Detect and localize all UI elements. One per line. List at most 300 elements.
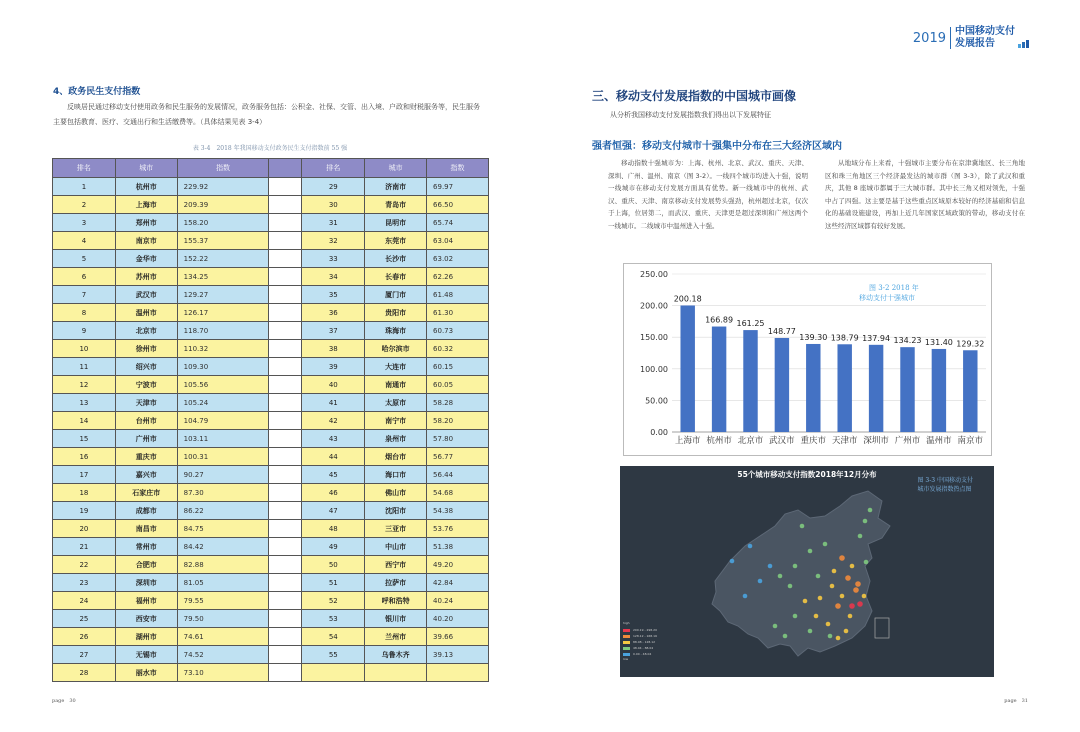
- city-dot: [800, 524, 805, 529]
- gap-cell: [269, 430, 302, 448]
- legend-high: high: [623, 621, 630, 625]
- city-dot: [743, 594, 748, 599]
- rank-cell: 34: [302, 268, 365, 286]
- bar: [743, 330, 757, 432]
- rank-cell: 46: [302, 484, 365, 502]
- rank-cell: 11: [53, 358, 116, 376]
- gap-cell: [269, 664, 302, 682]
- x-tick-label: 重庆市: [800, 436, 827, 446]
- gap-cell: [269, 286, 302, 304]
- header-city-2: 城市: [365, 159, 427, 178]
- index-cell: 49.20: [427, 556, 489, 574]
- table-row: [53, 178, 489, 196]
- brand-divider: [950, 27, 951, 49]
- gap-cell: [269, 178, 302, 196]
- table-row: [53, 538, 489, 556]
- intro-paragraph: 反映居民通过移动支付使用政务和民生服务的发展情况，政务服务包括：公积金、社保、交管、出入境、户政和财税服务等，民生服务主要包括教育、医疗、交通出行和生活缴费等。（具体结果见表 3-4）: [53, 103, 480, 126]
- city-cell: 厦门市: [365, 286, 427, 304]
- bar: [712, 327, 726, 432]
- index-cell: 129.27: [177, 286, 269, 304]
- rank-cell: 15: [53, 430, 116, 448]
- city-cell: 大连市: [365, 358, 427, 376]
- y-tick-label: 200.00: [640, 301, 668, 311]
- city-dot: [858, 534, 863, 539]
- rank-cell: 19: [53, 502, 116, 520]
- index-cell: 79.50: [177, 610, 269, 628]
- city-cell: 珠海市: [365, 322, 427, 340]
- city-cell: 泉州市: [365, 430, 427, 448]
- index-cell: 84.42: [177, 538, 269, 556]
- gap-cell: [269, 412, 302, 430]
- index-cell: 74.52: [177, 646, 269, 664]
- city-dot: [730, 559, 735, 564]
- index-cell: 58.28: [427, 394, 489, 412]
- rank-cell: 13: [53, 394, 116, 412]
- city-dot: [803, 599, 808, 604]
- rank-cell: 45: [302, 466, 365, 484]
- rank-cell: 49: [302, 538, 365, 556]
- body-column-2: 从地域分布上来看，十强城市主要分布在京津冀地区、长三角地区和珠三角地区三个经济最发达的城市群（图 3-3），除了武汉和重庆，其他 8 座城市都属于三大城市群。其中长三角又相对领先，十强中占了四强。这主要是基于这些重点区域原本较好的经济基础和信息化的基础设施建设，再加上近几年国家区域政策的带动，移动支付在这些经济区域都有较好发展。: [825, 159, 1025, 230]
- page-number-right: page 31: [1004, 698, 1028, 704]
- city-cell: 三亚市: [365, 520, 427, 538]
- index-cell: 103.11: [177, 430, 269, 448]
- city-cell: [365, 664, 427, 682]
- city-cell: 呼和浩特: [365, 592, 427, 610]
- gap-cell: [269, 448, 302, 466]
- city-cell: 南昌市: [115, 520, 177, 538]
- header-index-2: 指数: [427, 159, 489, 178]
- index-cell: 84.75: [177, 520, 269, 538]
- rank-cell: 39: [302, 358, 365, 376]
- city-dot: [863, 519, 868, 524]
- city-dot: [808, 549, 813, 554]
- rank-cell: 5: [53, 250, 116, 268]
- x-tick-label: 广州市: [894, 436, 921, 446]
- index-cell: 57.80: [427, 430, 489, 448]
- gap-cell: [269, 484, 302, 502]
- table-row: [53, 286, 489, 304]
- index-cell: 58.20: [427, 412, 489, 430]
- table-header-row: [53, 159, 489, 178]
- rank-cell: 55: [302, 646, 365, 664]
- rank-cell: 21: [53, 538, 116, 556]
- city-cell: 银川市: [365, 610, 427, 628]
- city-dot: [768, 564, 773, 569]
- legend-swatch: [623, 635, 630, 638]
- x-tick-label: 天津市: [831, 436, 858, 446]
- brand-title: [955, 26, 1015, 50]
- city-dot: [835, 603, 841, 609]
- city-cell: 湖州市: [115, 628, 177, 646]
- gap-cell: [269, 466, 302, 484]
- y-tick-label: 100.00: [640, 364, 668, 374]
- legend-swatch: [623, 647, 630, 650]
- city-dot: [853, 587, 859, 593]
- table-row: [53, 340, 489, 358]
- data-label: 138.79: [830, 333, 859, 343]
- y-tick-label: 0.00: [650, 428, 668, 437]
- data-label: 166.89: [705, 315, 734, 325]
- rank-cell: 3: [53, 214, 116, 232]
- city-dot: [868, 508, 873, 513]
- section-title: 4、政务民生支付指数: [53, 87, 141, 97]
- index-cell: 100.31: [177, 448, 269, 466]
- city-cell: 太原市: [365, 394, 427, 412]
- data-label: 129.32: [956, 339, 985, 349]
- x-tick-label: 上海市: [674, 436, 701, 446]
- legend-items: [623, 627, 657, 657]
- index-cell: 74.61: [177, 628, 269, 646]
- gap-cell: [269, 322, 302, 340]
- city-cell: 乌鲁木齐: [365, 646, 427, 664]
- data-label: 134.23: [893, 336, 922, 346]
- index-cell: 87.30: [177, 484, 269, 502]
- index-cell: 60.32: [427, 340, 489, 358]
- y-tick-label: 250.00: [640, 270, 668, 279]
- rank-cell: 36: [302, 304, 365, 322]
- index-cell: 54.38: [427, 502, 489, 520]
- city-dot: [848, 614, 853, 619]
- rank-cell: 41: [302, 394, 365, 412]
- gap-cell: [269, 304, 302, 322]
- city-dot: [828, 634, 833, 639]
- header-rank: 排名: [53, 159, 116, 178]
- bar: [932, 349, 946, 432]
- city-cell: 海口市: [365, 466, 427, 484]
- index-cell: 109.30: [177, 358, 269, 376]
- rank-cell: 22: [53, 556, 116, 574]
- rank-cell: 32: [302, 232, 365, 250]
- city-cell: 徐州市: [115, 340, 177, 358]
- city-cell: 西安市: [115, 610, 177, 628]
- bar: [837, 344, 851, 432]
- city-cell: 福州市: [115, 592, 177, 610]
- table-row: [53, 214, 489, 232]
- index-cell: 61.30: [427, 304, 489, 322]
- rank-cell: 27: [53, 646, 116, 664]
- city-dot: [862, 594, 867, 599]
- table-row: [53, 358, 489, 376]
- rank-cell: 52: [302, 592, 365, 610]
- city-cell: 烟台市: [365, 448, 427, 466]
- rank-cell: 7: [53, 286, 116, 304]
- index-cell: 104.79: [177, 412, 269, 430]
- rank-cell: 43: [302, 430, 365, 448]
- rank-cell: 48: [302, 520, 365, 538]
- index-cell: 152.22: [177, 250, 269, 268]
- index-cell: 155.37: [177, 232, 269, 250]
- legend-label: 128.12 - 168.16: [633, 634, 657, 638]
- city-dot: [830, 584, 835, 589]
- gap-cell: [269, 232, 302, 250]
- table-row: [53, 430, 489, 448]
- legend-label: 0.00 - 48.04: [633, 652, 652, 656]
- city-cell: 北京市: [115, 322, 177, 340]
- table-row: [53, 520, 489, 538]
- city-cell: 南京市: [115, 232, 177, 250]
- y-tick-label: 50.00: [645, 396, 668, 406]
- rank-cell: 50: [302, 556, 365, 574]
- rank-cell: 12: [53, 376, 116, 394]
- table-caption: 表 3-4 2018 年我国移动支付政务民生支付指数前 55 强: [192, 145, 348, 152]
- city-cell: 哈尔滨市: [365, 340, 427, 358]
- table-row: [53, 304, 489, 322]
- city-dot: [832, 569, 837, 574]
- rank-cell: 1: [53, 178, 116, 196]
- rank-cell: 35: [302, 286, 365, 304]
- table-row: [53, 646, 489, 664]
- rank-cell: 44: [302, 448, 365, 466]
- rank-cell: 33: [302, 250, 365, 268]
- table-row: [53, 250, 489, 268]
- chapter-subheading: 从分析我国移动支付发展指数我们得出以下发展特征: [610, 111, 771, 119]
- header-gap: [269, 159, 302, 178]
- rank-cell: 10: [53, 340, 116, 358]
- x-tick-label: 武汉市: [769, 436, 795, 446]
- bar: [963, 350, 977, 432]
- bar: [680, 305, 694, 432]
- city-dot: [839, 555, 845, 561]
- table-row: [53, 448, 489, 466]
- city-cell: 丽水市: [115, 664, 177, 682]
- city-dot: [778, 574, 783, 579]
- city-cell: 武汉市: [115, 286, 177, 304]
- map-caption-line2: 城市发展指数热点图: [917, 486, 972, 493]
- city-dot: [816, 574, 821, 579]
- gap-cell: [269, 610, 302, 628]
- bar: [869, 345, 883, 432]
- city-dot: [849, 603, 855, 609]
- city-cell: 合肥市: [115, 556, 177, 574]
- rank-cell: 53: [302, 610, 365, 628]
- rank-cell: 54: [302, 628, 365, 646]
- index-cell: 90.27: [177, 466, 269, 484]
- legend-low: low: [623, 657, 629, 661]
- rank-cell: 20: [53, 520, 116, 538]
- index-cell: 63.04: [427, 232, 489, 250]
- city-dot: [823, 542, 828, 547]
- bar-chart-svg: [624, 264, 993, 457]
- city-cell: 济南市: [365, 178, 427, 196]
- index-cell: 66.50: [427, 196, 489, 214]
- city-cell: 苏州市: [115, 268, 177, 286]
- city-dot: [748, 544, 753, 549]
- city-dot: [845, 575, 851, 581]
- gap-cell: [269, 628, 302, 646]
- city-cell: 台州市: [115, 412, 177, 430]
- rank-cell: 40: [302, 376, 365, 394]
- city-cell: 长春市: [365, 268, 427, 286]
- index-cell: 118.70: [177, 322, 269, 340]
- city-dot: [788, 584, 793, 589]
- legend-swatch: [623, 653, 630, 656]
- data-label: 137.94: [862, 333, 891, 343]
- data-label: 131.40: [924, 337, 953, 347]
- x-tick-label: 温州市: [926, 436, 952, 446]
- city-dot: [826, 622, 831, 627]
- rank-cell: 30: [302, 196, 365, 214]
- index-cell: 79.55: [177, 592, 269, 610]
- city-dot: [836, 636, 841, 641]
- index-cell: 53.76: [427, 520, 489, 538]
- rank-cell: 23: [53, 574, 116, 592]
- city-dot: [808, 629, 813, 634]
- city-cell: 宁波市: [115, 376, 177, 394]
- city-cell: 中山市: [365, 538, 427, 556]
- gap-cell: [269, 502, 302, 520]
- city-cell: 天津市: [115, 394, 177, 412]
- gap-cell: [269, 268, 302, 286]
- city-cell: 东莞市: [365, 232, 427, 250]
- city-cell: 金华市: [115, 250, 177, 268]
- gap-cell: [269, 358, 302, 376]
- index-cell: 209.39: [177, 196, 269, 214]
- city-cell: 沈阳市: [365, 502, 427, 520]
- table-row: [53, 322, 489, 340]
- brand-line2: 发展报告: [955, 38, 995, 49]
- legend-label: 48.04 - 88.04: [633, 646, 654, 650]
- gap-cell: [269, 394, 302, 412]
- city-dot: [864, 560, 869, 565]
- city-cell: 温州市: [115, 304, 177, 322]
- page-number-left: page 30: [52, 698, 76, 704]
- city-cell: 南宁市: [365, 412, 427, 430]
- gap-cell: [269, 520, 302, 538]
- chart-caption-line1: 图 3-2 2018 年: [869, 284, 919, 292]
- city-cell: 常州市: [115, 538, 177, 556]
- index-cell: 60.05: [427, 376, 489, 394]
- bar: [900, 347, 914, 432]
- city-cell: 石家庄市: [115, 484, 177, 502]
- city-dot: [783, 634, 788, 639]
- city-cell: 拉萨市: [365, 574, 427, 592]
- report-brand: [913, 26, 1030, 50]
- bar: [775, 338, 789, 432]
- rank-cell: 37: [302, 322, 365, 340]
- gap-cell: [269, 196, 302, 214]
- city-cell: 深圳市: [115, 574, 177, 592]
- rank-cell: 25: [53, 610, 116, 628]
- table-row: [53, 412, 489, 430]
- rank-cell: [302, 664, 365, 682]
- city-dot: [793, 614, 798, 619]
- index-cell: 39.66: [427, 628, 489, 646]
- map-legend: [623, 621, 657, 661]
- china-outline: [712, 491, 890, 656]
- rank-cell: 31: [302, 214, 365, 232]
- heatmap-map: [620, 466, 994, 677]
- index-cell: 40.24: [427, 592, 489, 610]
- index-cell: 229.92: [177, 178, 269, 196]
- city-cell: 杭州市: [115, 178, 177, 196]
- map-caption-line1: 图 3-3 中国移动支付: [917, 477, 973, 484]
- gap-cell: [269, 250, 302, 268]
- city-cell: 重庆市: [115, 448, 177, 466]
- rank-cell: 16: [53, 448, 116, 466]
- table-row: [53, 196, 489, 214]
- section-heading: 强者恒强：移动支付城市十强集中分布在三大经济区域内: [592, 141, 842, 152]
- x-tick-label: 南京市: [957, 436, 984, 446]
- index-cell: 62.26: [427, 268, 489, 286]
- city-cell: 佛山市: [365, 484, 427, 502]
- index-cell: 40.20: [427, 610, 489, 628]
- table-row: [53, 610, 489, 628]
- gap-cell: [269, 556, 302, 574]
- data-label: 161.25: [736, 319, 765, 329]
- table-row: [53, 628, 489, 646]
- city-dot: [818, 596, 823, 601]
- city-dot: [793, 564, 798, 569]
- city-cell: 长沙市: [365, 250, 427, 268]
- index-cell: 69.97: [427, 178, 489, 196]
- bar: [806, 344, 820, 432]
- data-label: 200.18: [673, 294, 702, 304]
- city-cell: 贵阳市: [365, 304, 427, 322]
- table-row: [53, 466, 489, 484]
- city-cell: 嘉兴市: [115, 466, 177, 484]
- city-cell: 上海市: [115, 196, 177, 214]
- index-cell: 110.32: [177, 340, 269, 358]
- index-cell: 51.38: [427, 538, 489, 556]
- gap-cell: [269, 538, 302, 556]
- city-dot: [840, 594, 845, 599]
- gap-cell: [269, 646, 302, 664]
- rank-cell: 6: [53, 268, 116, 286]
- brand-year: 2019: [912, 30, 946, 46]
- city-dot: [857, 601, 863, 607]
- table-row: [53, 592, 489, 610]
- city-cell: 兰州市: [365, 628, 427, 646]
- x-tick-label: 深圳市: [863, 436, 889, 446]
- china-map-graphic: [620, 466, 994, 677]
- table-row: [53, 268, 489, 286]
- right-page: [540, 0, 1080, 732]
- city-cell: 绍兴市: [115, 358, 177, 376]
- city-cell: 成都市: [115, 502, 177, 520]
- index-cell: 60.15: [427, 358, 489, 376]
- index-cell: 134.25: [177, 268, 269, 286]
- map-title: 55个城市移动支付指数2018年12月分布: [737, 470, 877, 479]
- table-row: [53, 502, 489, 520]
- rank-cell: 51: [302, 574, 365, 592]
- table-row: [53, 484, 489, 502]
- header-rank-2: 排名: [302, 159, 365, 178]
- index-cell: 39.13: [427, 646, 489, 664]
- body-column-1: 移动指数十强城市为：上海、杭州、北京、武汉、重庆、天津、深圳、广州、温州、南京（图 3-2）。一线四个城市均进入十强，说明一线城市在移动支付发展方面具有优势。新一线城市中的杭州、武汉、重庆、天津、南京移动支付发展势头强劲，杭州超过北京，仅次于上海，位居第二，而武汉、重庆、天津更是超过深圳和广州这两个一线城市。二线城市中温州进入十强。: [608, 159, 808, 230]
- table-row: [53, 556, 489, 574]
- city-dot: [850, 564, 855, 569]
- ranking-table: [52, 158, 489, 682]
- index-cell: 60.73: [427, 322, 489, 340]
- index-cell: 65.74: [427, 214, 489, 232]
- header-city: 城市: [115, 159, 177, 178]
- rank-cell: 2: [53, 196, 116, 214]
- city-dot: [844, 629, 849, 634]
- legend-label: 200.19 - 298.20: [633, 628, 657, 632]
- gap-cell: [269, 214, 302, 232]
- legend-swatch: [623, 641, 630, 644]
- index-cell: 158.20: [177, 214, 269, 232]
- index-cell: 86.22: [177, 502, 269, 520]
- rank-cell: 24: [53, 592, 116, 610]
- index-cell: 42.84: [427, 574, 489, 592]
- rank-cell: 47: [302, 502, 365, 520]
- rank-cell: 4: [53, 232, 116, 250]
- rank-cell: 14: [53, 412, 116, 430]
- city-cell: 郑州市: [115, 214, 177, 232]
- rank-cell: 17: [53, 466, 116, 484]
- rank-cell: 38: [302, 340, 365, 358]
